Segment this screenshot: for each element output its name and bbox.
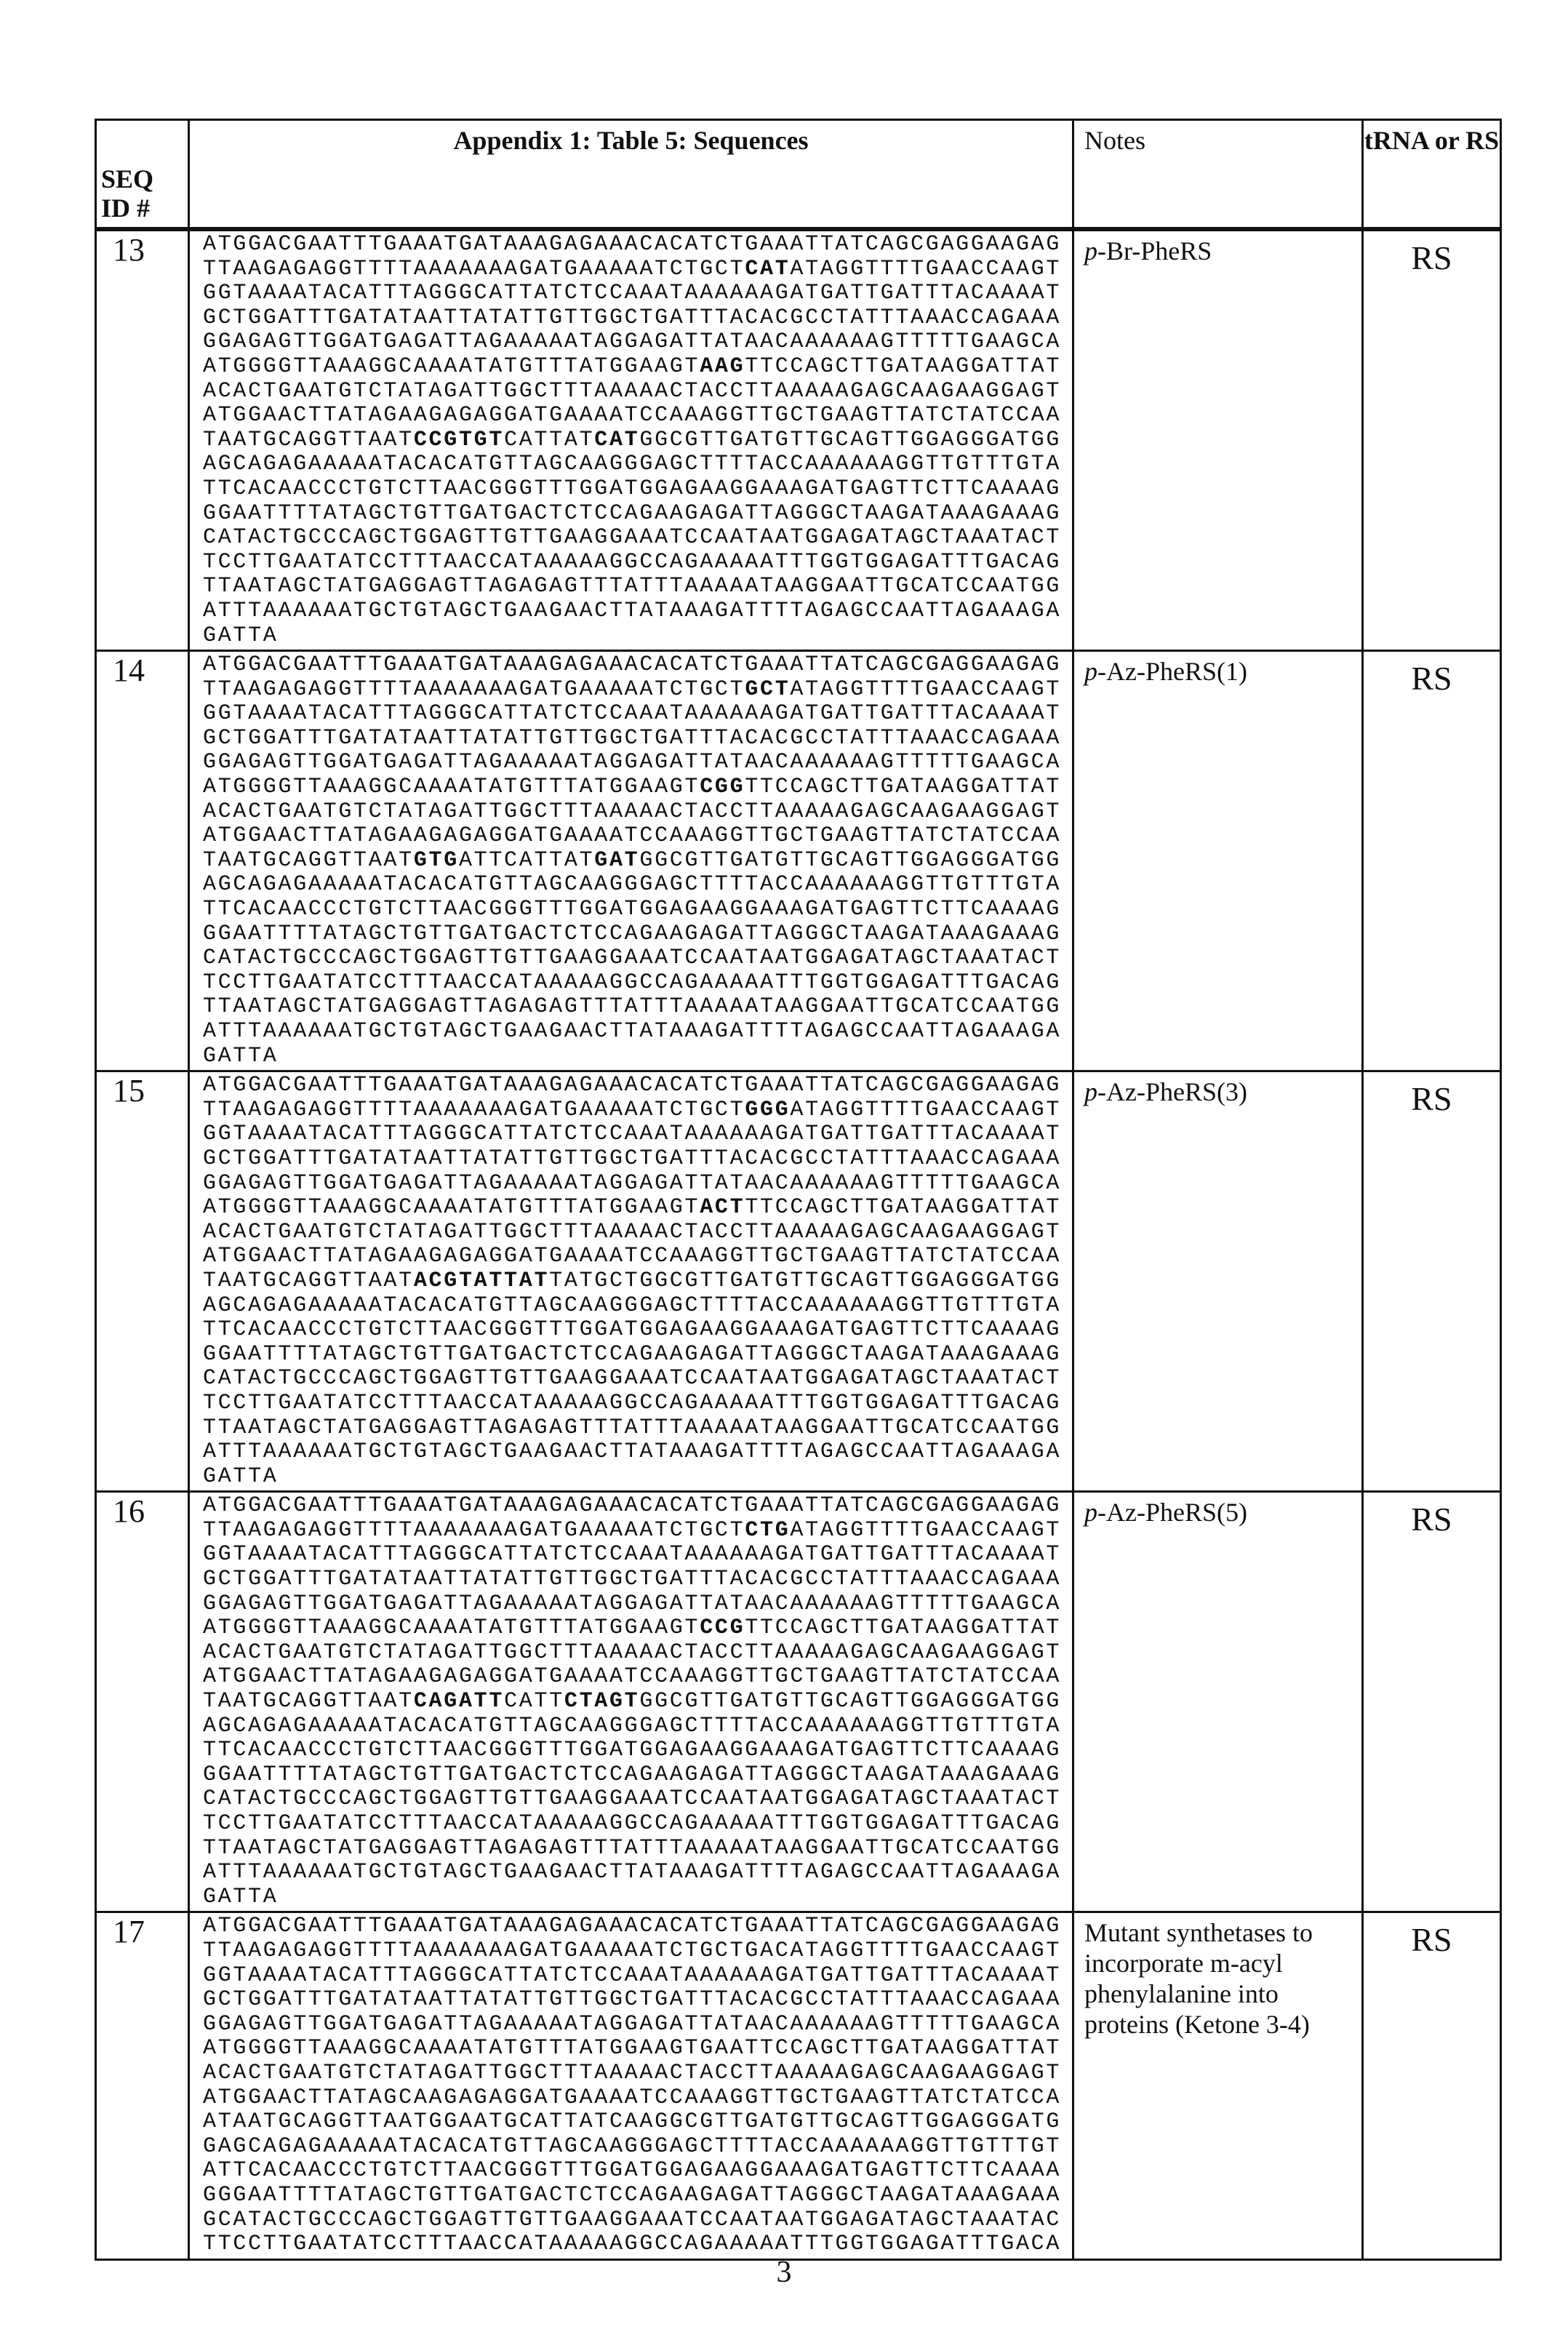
notes-cell <box>1073 1912 1363 2259</box>
header-notes: Notes <box>1073 120 1363 230</box>
mutated-codon: CAT <box>745 257 790 281</box>
sequence-line <box>203 1221 1072 1245</box>
sequence-line <box>203 1074 1072 1098</box>
sequence-segment: GATTA <box>203 1044 279 1069</box>
sequence-line <box>203 1122 1072 1147</box>
sequence-line <box>203 1020 1072 1045</box>
sequence-segment: GGGAATTTTATAGCTGTTGATGACTCTCCAGAAGAGATTAGGGCTAAGATAAAGAAA <box>203 2183 1061 2208</box>
mutated-codon: GTG <box>414 848 459 873</box>
sequence-line <box>203 653 1072 678</box>
sequence-line <box>203 233 1072 257</box>
sequence-segment: ATGGACGAATTTGAAATGATAAAGAGAAACACATCTGAAATTATCAGCGAGGAAGAG <box>203 1914 1061 1938</box>
sequence-cell <box>189 1071 1073 1492</box>
sequence-line <box>203 2013 1072 2037</box>
sequence-segment: GGTAAAATACATTTAGGGCATTATCTCCAAATAAAAAAGATGATTGATTTACAAAAT <box>203 1542 1061 1567</box>
sequence-line <box>203 1964 1072 1989</box>
sequence-line <box>203 1465 1072 1490</box>
mutated-codon: CAT <box>594 428 639 452</box>
sequence-line <box>203 1988 1072 2013</box>
sequence-segment: TTAAGAGAGGTTTTAAAAAAAGATGAAAAATCTGCTGACATAGGTTTTGAACCAAGT <box>203 1938 1061 1963</box>
sequence-segment: GATTA <box>203 1885 279 1909</box>
sequence-segment: TTAATAGCTATGAGGAGTTAGAGAGTTTATTTAAAAATAAGGAATTGCATCCAATGG <box>203 1836 1061 1861</box>
sequence-segment: ACACTGAATGTCTATAGATTGGCTTTAAAAACTACCTTAAAAAGAGCAAGAAGGAGT <box>203 2061 1061 2085</box>
sequence-segment: GGTAAAATACATTTAGGGCATTATCTCCAAATAAAAAAGATGATTGATTTACAAAAT <box>203 701 1061 726</box>
sequence-segment: ATGGAACTTATAGAAGAGAGGATGAAAATCCAAAGGTTGCTGAAGTTATCTATCCAA <box>203 403 1061 428</box>
sequence-line <box>203 257 1072 282</box>
sequence-line <box>203 1812 1072 1837</box>
sequence-line <box>203 1568 1072 1592</box>
sequence-line <box>203 1714 1072 1739</box>
sequence-segment: TAATGCAGGTTAAT <box>203 428 414 452</box>
sequence-segment: TTCCTTGAATATCCTTTAACCATAAAAAGGCCAGAAAAATTTGGTGGAGATTTGACA <box>203 2232 1061 2256</box>
sequence-segment: ATGGGGTTAAAGGCAAAATATGTTTATGGAAGT <box>203 1616 700 1640</box>
note-italic-prefix: p <box>1084 1077 1097 1106</box>
sequence-line <box>203 678 1072 703</box>
sequence-segment: GGCGTTGATGTTGCAGTTGGAGGGATGG <box>639 848 1061 873</box>
sequence-line <box>203 1616 1072 1641</box>
sequence-segment: TCCTTGAATATCCTTTAACCATAAAAAGGCCAGAAAAATTTGGTGGAGATTTGACAG <box>203 550 1061 575</box>
header-trna-or-rs: tRNA or RS <box>1363 120 1501 230</box>
trna-or-rs-cell: RS <box>1363 1071 1501 1492</box>
mutated-codon: AAG <box>700 354 745 379</box>
sequence-segment: TTCACAACCCTGTCTTAACGGGTTTGGATGGAGAAGGAAAGATGAGTTCTTCAAAAG <box>203 897 1061 922</box>
sequence-line <box>203 1269 1072 1294</box>
sequence-line <box>203 477 1072 502</box>
sequence-line <box>203 1690 1072 1714</box>
sequence-segment: AGCAGAGAAAAATACACATGTTAGCAAGGGAGCTTTTACCAAAAAAGGTTGTTTGTA <box>203 452 1061 476</box>
mutated-codon: CTG <box>745 1518 790 1543</box>
sequence-segment: GATTA <box>203 623 279 648</box>
sequence-line <box>203 898 1072 922</box>
sequence-segment: ATGGGGTTAAAGGCAAAATATGTTTATGGAAGT <box>203 1195 700 1220</box>
sequence-segment: TTAAGAGAGGTTTTAAAAAAAGATGAAAAATCTGCT <box>203 257 745 281</box>
note-text: -Br-PheRS <box>1097 236 1212 265</box>
sequence-line <box>203 1665 1072 1690</box>
sequence-line <box>203 2208 1072 2233</box>
sequence-line <box>203 1519 1072 1544</box>
sequence-segment: GATTA <box>203 1464 279 1489</box>
sequence-line <box>203 727 1072 751</box>
sequence-segment: ATGGGGTTAAAGGCAAAATATGTTTATGGAAGT <box>203 775 700 799</box>
sequence-line <box>203 2184 1072 2208</box>
sequence-line <box>203 1914 1072 1939</box>
sequence-segment: GCTGGATTTGATATAATTATATTGTTGGCTGATTTACACGCCTATTTAAACCAGAAA <box>203 306 1061 330</box>
sequence-segment: GCTGGATTTGATATAATTATATTGTTGGCTGATTTACACGCCTATTTAAACCAGAAA <box>203 1987 1061 2012</box>
sequence-segment: GGAGAGTTGGATGAGATTAGAAAAATAGGAGATTATAACAAAAAAGTTTTTGAAGCA <box>203 1171 1061 1196</box>
sequence-line <box>203 1391 1072 1416</box>
mutated-codon: ACT <box>700 1195 745 1220</box>
note-italic-prefix: p <box>1084 657 1097 686</box>
sequence-line <box>203 1196 1072 1221</box>
seq-id: 14 <box>96 651 189 1071</box>
sequence-segment: ATGGAACTTATAGAAGAGAGGATGAAAATCCAAAGGTTGCTGAAGTTATCTATCCAA <box>203 1244 1061 1269</box>
sequence-line <box>203 599 1072 624</box>
sequence-segment: CATT <box>504 1689 564 1714</box>
sequence-line <box>203 1592 1072 1617</box>
seq-id: 17 <box>96 1912 189 2259</box>
sequence-line <box>203 2037 1072 2061</box>
sequence-segment: TCCTTGAATATCCTTTAACCATAAAAAGGCCAGAAAAATTTGGTGGAGATTTGACAG <box>203 1811 1061 1836</box>
sequence-segment: CATACTGCCCAGCTGGAGTTGTTGAAGGAAATCCAATAATGGAGATAGCTAAATACT <box>203 1366 1061 1391</box>
sequence-line <box>203 380 1072 404</box>
note-italic-prefix: p <box>1084 236 1097 265</box>
sequence-line <box>203 2086 1072 2111</box>
table-header-row <box>96 120 1501 230</box>
mutated-codon: GAT <box>594 848 639 873</box>
sequence-segment: ATTCACAACCCTGTCTTAACGGGTTTGGATGGAGAAGGAAAGATGAGTTCTTCAAAA <box>203 2158 1061 2183</box>
table-body <box>96 229 1501 2259</box>
sequence-line <box>203 404 1072 428</box>
sequence-segment: ATGGGGTTAAAGGCAAAATATGTTTATGGAAGTGAATTCCAGCTTGATAAGGATTAT <box>203 2036 1061 2061</box>
sequence-segment: ATGGACGAATTTGAAATGATAAAGAGAAACACATCTGAAATTATCAGCGAGGAAGAG <box>203 232 1061 257</box>
sequence-cell <box>189 1492 1073 1912</box>
sequence-segment: TTCCAGCTTGATAAGGATTAT <box>745 775 1061 799</box>
sequence-line <box>203 922 1072 947</box>
sequence-line <box>203 2159 1072 2184</box>
sequence-segment: GAGCAGAGAAAAATACACATGTTAGCAAGGGAGCTTTTACCAAAAAAGGTTGTTTGT <box>203 2134 1061 2159</box>
sequence-segment: TTCCAGCTTGATAAGGATTAT <box>745 1195 1061 1220</box>
sequence-line <box>203 2232 1072 2257</box>
sequence-segment: ACACTGAATGTCTATAGATTGGCTTTAAAAACTACCTTAAAAAGAGCAAGAAGGAGT <box>203 379 1061 404</box>
sequence-segment: ATGGAACTTATAGAAGAGAGGATGAAAATCCAAAGGTTGCTGAAGTTATCTATCCAA <box>203 823 1061 848</box>
header-seq-id: SEQ ID # <box>96 120 189 230</box>
sequence-line <box>203 428 1072 453</box>
sequence-segment: ATAGGTTTTGAACCAAGT <box>790 1518 1061 1543</box>
sequence-line <box>203 702 1072 727</box>
note-text: -Az-PheRS(3) <box>1097 1077 1247 1106</box>
trna-or-rs-cell: RS <box>1363 229 1501 651</box>
sequence-line <box>203 1494 1072 1519</box>
sequence-segment: AGCAGAGAAAAATACACATGTTAGCAAGGGAGCTTTTACCAAAAAAGGTTGTTTGTA <box>203 1714 1061 1738</box>
sequence-segment: AGCAGAGAAAAATACACATGTTAGCAAGGGAGCTTTTACCAAAAAAGGTTGTTTGTA <box>203 872 1061 897</box>
sequence-segment: AGCAGAGAAAAATACACATGTTAGCAAGGGAGCTTTTACCAAAAAAGGTTGTTTGTA <box>203 1293 1061 1318</box>
sequence-line <box>203 1045 1072 1069</box>
sequence-line <box>203 1837 1072 1861</box>
sequence-segment: ATGGACGAATTTGAAATGATAAAGAGAAACACATCTGAAATTATCAGCGAGGAAGAG <box>203 1493 1061 1518</box>
sequence-line <box>203 1440 1072 1465</box>
sequence-segment: TTAATAGCTATGAGGAGTTAGAGAGTTTATTTAAAAATAAGGAATTGCATCCAATGG <box>203 574 1061 599</box>
sequence-segment: GGAGAGTTGGATGAGATTAGAAAAATAGGAGATTATAACAAAAAAGTTTTTGAAGCA <box>203 750 1061 775</box>
sequence-line <box>203 281 1072 306</box>
trna-or-rs-cell: RS <box>1363 651 1501 1071</box>
notes-cell <box>1073 1492 1363 1912</box>
sequence-line <box>203 502 1072 527</box>
sequence-cell <box>189 651 1073 1071</box>
note-text: -Az-PheRS(5) <box>1097 1498 1247 1527</box>
sequence-line <box>203 1885 1072 1910</box>
sequence-line <box>203 1787 1072 1812</box>
notes-cell <box>1073 1071 1363 1492</box>
sequence-segment: ATGGACGAATTTGAAATGATAAAGAGAAACACATCTGAAATTATCAGCGAGGAAGAG <box>203 1073 1061 1098</box>
mutated-codon: CTAGT <box>564 1689 640 1714</box>
sequence-segment: TTCACAACCCTGTCTTAACGGGTTTGGATGGAGAAGGAAAGATGAGTTCTTCAAAAG <box>203 1738 1061 1762</box>
mutated-codon: CCGTGT <box>414 428 504 452</box>
sequence-segment: TTAAGAGAGGTTTTAAAAAAAGATGAAAAATCTGCT <box>203 1098 745 1122</box>
trna-or-rs-cell: RS <box>1363 1492 1501 1912</box>
sequence-segment: TCCTTGAATATCCTTTAACCATAAAAAGGCCAGAAAAATTTGGTGGAGATTTGACAG <box>203 970 1061 995</box>
sequence-line <box>203 1172 1072 1197</box>
table-row <box>96 1492 1501 1912</box>
sequence-segment: CATACTGCCCAGCTGGAGTTGTTGAAGGAAATCCAATAATGGAGATAGCTAAATACT <box>203 946 1061 970</box>
trna-or-rs-cell: RS <box>1363 1912 1501 2259</box>
sequence-line <box>203 800 1072 825</box>
sequence-segment: GGAGAGTTGGATGAGATTAGAAAAATAGGAGATTATAACAAAAAAGTTTTTGAAGCA <box>203 1592 1061 1616</box>
sequence-line <box>203 1294 1072 1319</box>
sequence-line <box>203 1147 1072 1172</box>
sequence-line <box>203 775 1072 800</box>
sequence-segment: GGAGAGTTGGATGAGATTAGAAAAATAGGAGATTATAACAAAAAAGTTTTTGAAGCA <box>203 2012 1061 2037</box>
sequence-segment: ATGGGGTTAAAGGCAAAATATGTTTATGGAAGT <box>203 354 700 379</box>
mutated-codon: CAGATT <box>414 1689 504 1714</box>
sequence-cell <box>189 1912 1073 2259</box>
sequence-line <box>203 751 1072 775</box>
sequence-line <box>203 1543 1072 1568</box>
notes-cell <box>1073 229 1363 651</box>
sequence-segment: ATAGGTTTTGAACCAAGT <box>790 1098 1061 1122</box>
mutated-codon: GGG <box>745 1098 790 1122</box>
sequence-line <box>203 824 1072 849</box>
sequence-segment: TTAATAGCTATGAGGAGTTAGAGAGTTTATTTAAAAATAAGGAATTGCATCCAATGG <box>203 1415 1061 1440</box>
sequence-segment: TATGCTGGCGTTGATGTTGCAGTTGGAGGGATGG <box>549 1269 1061 1293</box>
sequence-line <box>203 1343 1072 1367</box>
sequence-segment: ATTTAAAAAATGCTGTAGCTGAAGAACTTATAAAGATTTTAGAGCCAATTAGAAAGA <box>203 599 1061 623</box>
sequence-line <box>203 1318 1072 1343</box>
sequence-segment: ACACTGAATGTCTATAGATTGGCTTTAAAAACTACCTTAAAAAGAGCAAGAAGGAGT <box>203 1220 1061 1245</box>
seq-id: 13 <box>96 229 189 651</box>
sequence-line <box>203 849 1072 874</box>
sequence-line <box>203 1367 1072 1391</box>
sequence-segment: ATAATGCAGGTTAATGGAATGCATTATCAAGGCGTTGATGTTGCAGTTGGAGGGATG <box>203 2109 1061 2134</box>
sequence-segment: GCATACTGCCCAGCTGGAGTTGTTGAAGGAAATCCAATAATGGAGATAGCTAAATAC <box>203 2208 1061 2232</box>
sequence-table <box>95 119 1502 2261</box>
sequence-segment: CATACTGCCCAGCTGGAGTTGTTGAAGGAAATCCAATAATGGAGATAGCTAAATACT <box>203 525 1061 550</box>
sequence-segment: GGAATTTTATAGCTGTTGATGACTCTCCAGAAGAGATTAGGGCTAAGATAAAGAAAG <box>203 922 1061 946</box>
sequence-segment: TTAAGAGAGGTTTTAAAAAAAGATGAAAAATCTGCT <box>203 1518 745 1543</box>
sequence-line <box>203 1939 1072 1964</box>
sequence-line <box>203 452 1072 477</box>
sequence-segment: TTAAGAGAGGTTTTAAAAAAAGATGAAAAATCTGCT <box>203 677 745 702</box>
sequence-segment: ATTTAAAAAATGCTGTAGCTGAAGAACTTATAAAGATTTTAGAGCCAATTAGAAAGA <box>203 1439 1061 1464</box>
sequence-cell <box>189 229 1073 651</box>
sequence-segment: ACACTGAATGTCTATAGATTGGCTTTAAAAACTACCTTAAAAAGAGCAAGAAGGAGT <box>203 1640 1061 1665</box>
table-row <box>96 651 1501 1071</box>
sequence-line <box>203 330 1072 355</box>
sequence-segment: ATGGAACTTATAGAAGAGAGGATGAAAATCCAAAGGTTGCTGAAGTTATCTATCCAA <box>203 1664 1061 1689</box>
table-row <box>96 229 1501 651</box>
sequence-segment: TAATGCAGGTTAAT <box>203 1689 414 1714</box>
sequence-segment: ATTTAAAAAATGCTGTAGCTGAAGAACTTATAAAGATTTTAGAGCCAATTAGAAAGA <box>203 1019 1061 1044</box>
sequence-line <box>203 551 1072 575</box>
notes-cell <box>1073 651 1363 1071</box>
sequence-line <box>203 971 1072 996</box>
sequence-segment: GGCGTTGATGTTGCAGTTGGAGGGATGG <box>639 428 1061 452</box>
sequence-line <box>203 526 1072 551</box>
sequence-segment: GCTGGATTTGATATAATTATATTGTTGGCTGATTTACACGCCTATTTAAACCAGAAA <box>203 726 1061 751</box>
sequence-segment: TTCACAACCCTGTCTTAACGGGTTTGGATGGAGAAGGAAAGATGAGTTCTTCAAAAG <box>203 1317 1061 1342</box>
sequence-segment: ATAGGTTTTGAACCAAGT <box>790 257 1061 281</box>
sequence-line <box>203 1861 1072 1885</box>
mutated-codon: CGG <box>700 775 745 799</box>
sequence-line <box>203 1641 1072 1666</box>
sequence-segment: ATGGACGAATTTGAAATGATAAAGAGAAACACATCTGAAATTATCAGCGAGGAAGAG <box>203 652 1061 677</box>
sequence-line <box>203 575 1072 599</box>
sequence-segment: ATAGGTTTTGAACCAAGT <box>790 677 1061 702</box>
sequence-line <box>203 995 1072 1020</box>
seq-id: 16 <box>96 1492 189 1912</box>
sequence-segment: GCTGGATTTGATATAATTATATTGTTGGCTGATTTACACGCCTATTTAAACCAGAAA <box>203 1567 1061 1592</box>
mutated-codon: GCT <box>745 677 790 702</box>
sequence-segment: GGAGAGTTGGATGAGATTAGAAAAATAGGAGATTATAACAAAAAAGTTTTTGAAGCA <box>203 330 1061 354</box>
sequence-segment: ACACTGAATGTCTATAGATTGGCTTTAAAAACTACCTTAAAAAGAGCAAGAAGGAGT <box>203 799 1061 824</box>
sequence-segment: GGTAAAATACATTTAGGGCATTATCTCCAAATAAAAAAGATGATTGATTTACAAAAT <box>203 1963 1061 1988</box>
sequence-line <box>203 1738 1072 1763</box>
sequence-segment: TAATGCAGGTTAAT <box>203 848 414 873</box>
sequence-line <box>203 2110 1072 2135</box>
sequence-segment: GGAATTTTATAGCTGTTGATGACTCTCCAGAAGAGATTAGGGCTAAGATAAAGAAAG <box>203 1762 1061 1787</box>
sequence-segment: ATGGAACTTATAGCAAGAGAGGATGAAAATCCAAAGGTTGCTGAAGTTATCTATCCA <box>203 2085 1061 2110</box>
note-text: Mutant synthetases to incorporate m-acyl phenylalanine into proteins (Ketone 3-4) <box>1084 1918 1313 2039</box>
sequence-segment: TTCCAGCTTGATAAGGATTAT <box>745 354 1061 379</box>
page-number: 3 <box>0 2255 1568 2290</box>
sequence-segment: ATTCATTAT <box>459 848 594 873</box>
sequence-segment: GGAATTTTATAGCTGTTGATGACTCTCCAGAAGAGATTAGGGCTAAGATAAAGAAAG <box>203 1342 1061 1367</box>
note-italic-prefix: p <box>1084 1498 1097 1527</box>
sequence-segment: GGTAAAATACATTTAGGGCATTATCTCCAAATAAAAAAGATGATTGATTTACAAAAT <box>203 281 1061 306</box>
sequence-line <box>203 2061 1072 2086</box>
sequence-line <box>203 946 1072 971</box>
sequence-segment: GGAATTTTATAGCTGTTGATGACTCTCCAGAAGAGATTAGGGCTAAGATAAAGAAAG <box>203 501 1061 526</box>
sequence-line <box>203 873 1072 898</box>
sequence-line <box>203 355 1072 380</box>
sequence-line <box>203 1763 1072 1788</box>
mutated-codon: CCG <box>700 1616 745 1640</box>
sequence-segment: GCTGGATTTGATATAATTATATTGTTGGCTGATTTACACGCCTATTTAAACCAGAAA <box>203 1146 1061 1171</box>
sequence-segment: ATTTAAAAAATGCTGTAGCTGAAGAACTTATAAAGATTTTAGAGCCAATTAGAAAGA <box>203 1860 1061 1885</box>
sequence-segment: GGTAAAATACATTTAGGGCATTATCTCCAAATAAAAAAGATGATTGATTTACAAAAT <box>203 1122 1061 1146</box>
sequence-segment: TTCACAACCCTGTCTTAACGGGTTTGGATGGAGAAGGAAAGATGAGTTCTTCAAAAG <box>203 476 1061 501</box>
sequence-segment: CATTAT <box>504 428 594 452</box>
sequence-segment: TAATGCAGGTTAAT <box>203 1269 414 1293</box>
sequence-line <box>203 624 1072 649</box>
sequence-segment: TCCTTGAATATCCTTTAACCATAAAAAGGCCAGAAAAATTTGGTGGAGATTTGACAG <box>203 1391 1061 1415</box>
sequence-line <box>203 1416 1072 1441</box>
sequence-line <box>203 306 1072 331</box>
sequence-segment: TTAATAGCTATGAGGAGTTAGAGAGTTTATTTAAAAATAAGGAATTGCATCCAATGG <box>203 994 1061 1019</box>
sequence-segment: GGCGTTGATGTTGCAGTTGGAGGGATGG <box>639 1689 1061 1714</box>
table-row <box>96 1912 1501 2259</box>
note-text: -Az-PheRS(1) <box>1097 657 1247 686</box>
seq-id: 15 <box>96 1071 189 1492</box>
sequence-segment: TTCCAGCTTGATAAGGATTAT <box>745 1616 1061 1640</box>
table-row <box>96 1071 1501 1492</box>
sequence-segment: CATACTGCCCAGCTGGAGTTGTTGAAGGAAATCCAATAATGGAGATAGCTAAATACT <box>203 1786 1061 1811</box>
sequence-line <box>203 1245 1072 1269</box>
sequence-line <box>203 2135 1072 2160</box>
sequence-line <box>203 1098 1072 1123</box>
table-title: Appendix 1: Table 5: Sequences <box>189 120 1073 230</box>
mutated-codon: ACGTATTAT <box>414 1269 549 1293</box>
